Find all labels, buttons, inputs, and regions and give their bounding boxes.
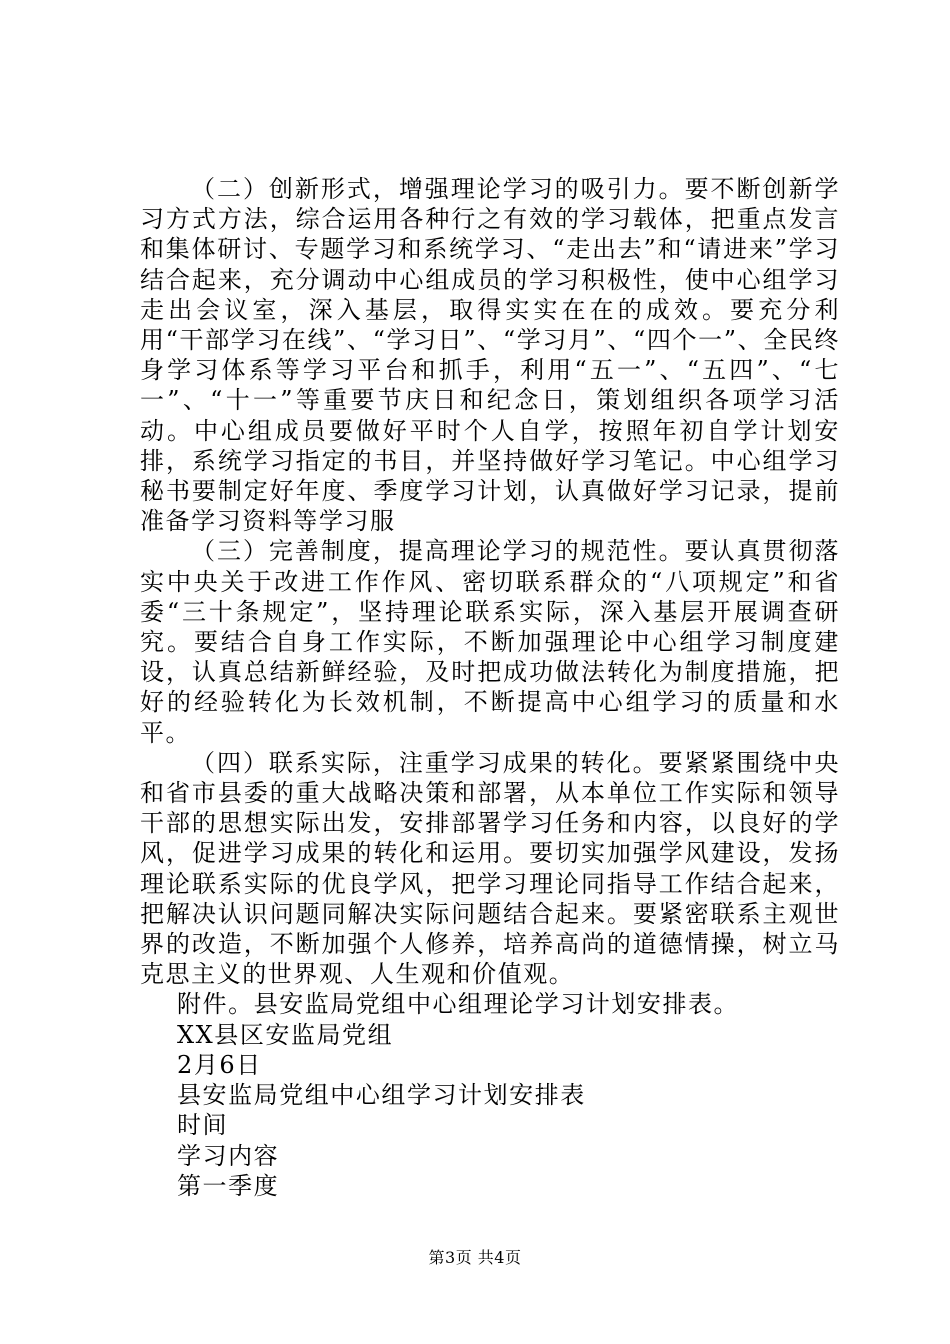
issuer-name: XX县区安监局党组 — [177, 1020, 394, 1049]
column-header-time: 时间 — [177, 1111, 229, 1140]
issue-date: 2月6日 — [177, 1050, 262, 1079]
page-footer: 第3页 共4页 — [428, 1248, 522, 1267]
paragraph-innovation: （二）创新形式，增强理论学习的吸引力。要不断创新学习方式方法，综合运用各种行之有效的学习载体，把重点发言和集体研讨、专题学习和系统学习、“走出去”和“请进来”学习结合起来，充分调动中心组成员的学习积极性，使中心组学习走出会议室，深入基层，取得实实在在的成效。要充分利用“干部学习在线”、“学习日”、“学习月”、“四个一”、全民终身学习体系等学习平台和抓手，利用“五一”、“五四”、“七一”、“十一”等重要节庆日和纪念日，策划组织各项学习活动。中心组成员要做好平时个人自学，按照年初自学计划安排，系统学习指定的书目，并坚持做好学习笔记。中心组学习秘书要制定好年度、季度学习计划，认真做好学习记录，提前准备学习资料等学习服 — [140, 175, 840, 536]
quarter-label: 第一季度 — [177, 1171, 280, 1200]
paragraph-practice: （四）联系实际，注重学习成果的转化。要紧紧围绕中央和省市县委的重大战略决策和部署，从本单位工作实际和领导干部的思想实际出发，安排部署学习任务和内容，以良好的学风，促进学习成果的转化和运用。要切实加强学风建设，发扬理论联系实际的优良学风，把学习理论同指导工作结合起来，把解决认识问题同解决实际问题结合起来。要紧密联系主观世界的改造，不断加强个人修养，培养高尚的道德情操，树立马克思主义的世界观、人生观和价值观。 — [140, 748, 840, 989]
attachment-note: 附件。县安监局党组中心组理论学习计划安排表。 — [177, 990, 740, 1019]
paragraph-system: （三）完善制度，提高理论学习的规范性。要认真贯彻落实中央关于改进工作作风、密切联系群众的“八项规定”和省委“三十条规定”，坚持理论联系实际，深入基层开展调查研究。要结合自身工作实际，不断加强理论中心组学习制度建设，认真总结新鲜经验，及时把成功做法转化为制度措施，把好的经验转化为长效机制，不断提高中心组学习的质量和水平。 — [140, 537, 840, 747]
schedule-title: 县安监局党组中心组学习计划安排表 — [177, 1081, 586, 1110]
column-header-content: 学习内容 — [177, 1141, 280, 1170]
document-body — [140, 174, 840, 1201]
